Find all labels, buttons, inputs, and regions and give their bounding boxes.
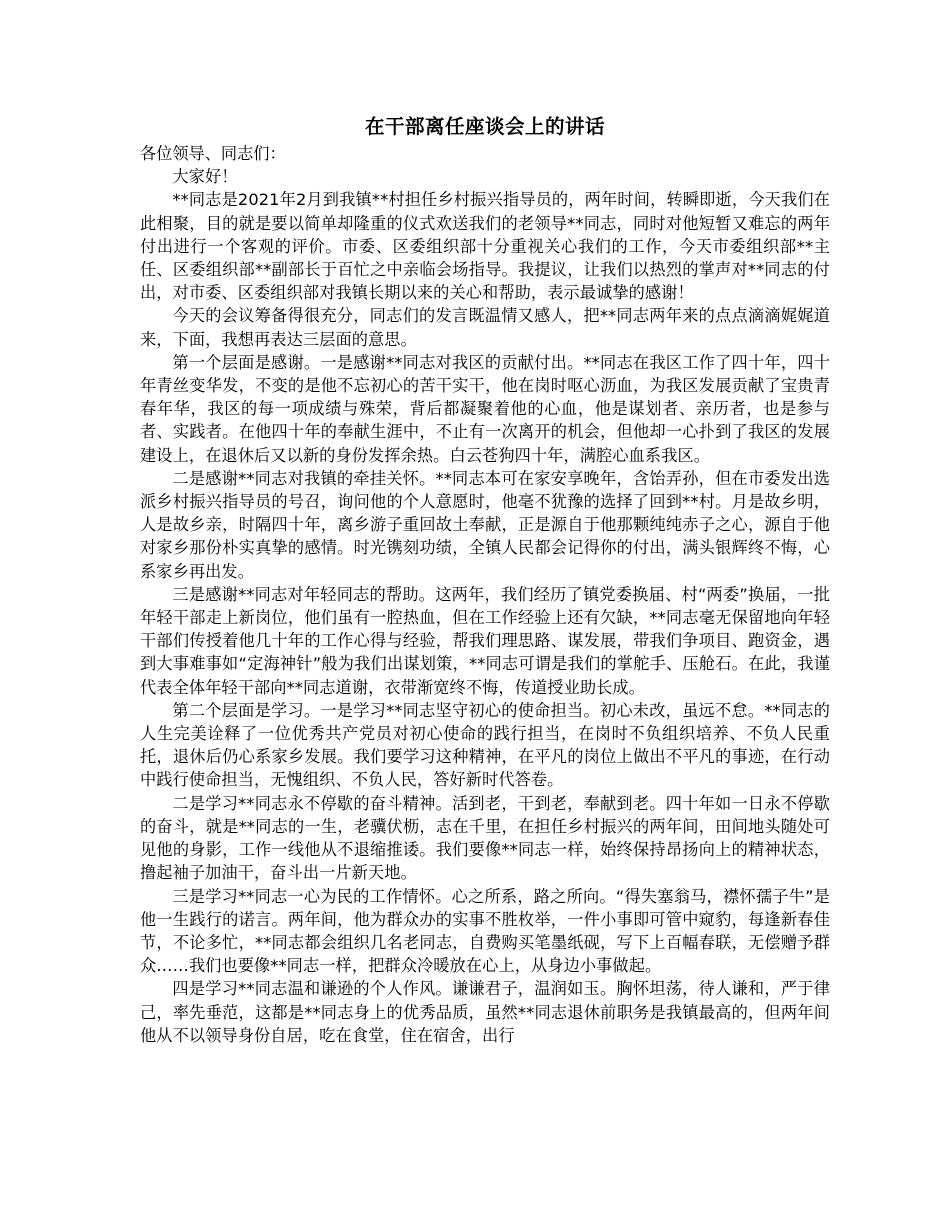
salutation: 各位领导、同志们： bbox=[140, 144, 286, 163]
paragraph-overview: 今天的会议筹备得很充分，同志们的发言既温情又感人，把**同志两年来的点点滴滴娓娓道来，下面，我想再表达三层面的意思。 bbox=[140, 306, 830, 349]
paragraph-learn-3: 三是学习**同志一心为民的工作情怀。心之所系，路之所向。“得失塞翁马，襟怀孺子牛”是他一生践行的诺言。两年间，他为群众办的实事不胜枚举，一件小事即可管中窥豹，每逢新春佳节，不论多忙，**同志都会组织几名老同志，自费购买笔墨纸砚，写下上百幅春联，无偿赠予群众……我们也要像**同志一样，把群众冷暖放在心上，从身边小事做起。 bbox=[140, 886, 830, 976]
paragraph-greeting: 大家好！ bbox=[172, 167, 238, 187]
paragraph-learn-4: 四是学习**同志温和谦逊的个人作风。谦谦君子，温润如玉。胸怀坦荡，待人谦和，严于律己，率先垂范，这都是**同志身上的优秀品质，虽然**同志退休前职务是我镇最高的，但两年间他从不以领导身份自居，吃在食堂，住在宿舍，出行 bbox=[140, 979, 830, 1045]
paragraph-thanks-1: 第一个层面是感谢。一是感谢**同志对我区的贡献付出。**同志在我区工作了四十年，四十年青丝变华发，不变的是他不忘初心的苦干实干，他在岗时呕心沥血，为我区发展贡献了宝贵青春年华，我区的每一项成绩与殊荣，背后都凝聚着他的心血，他是谋划者、亲历者，也是参与者、实践者。在他四十年的奉献生涯中，不止有一次离开的机会，但他却一心扑到了我区的发展建设上，在退休后又以新的身份发挥余热。白云苍狗四十年，满腔心血系我区。 bbox=[140, 352, 830, 465]
paragraph-learn-1: 第二个层面是学习。一是学习**同志坚守初心的使命担当。初心未改，虽远不怠。**同志的人生完美诠释了一位优秀共产党员对初心使命的践行担当，在岗时不负组织培养、不负人民重托，退休后仍心系家乡发展。我们要学习这种精神，在平凡的岗位上做出不平凡的事迹，在行动中践行使命担当，无愧组织、不负人民，答好新时代答卷。 bbox=[140, 700, 830, 790]
paragraph-thanks-3: 三是感谢**同志对年轻同志的帮助。这两年，我们经历了镇党委换届、村“两委”换届，一批年轻干部走上新岗位，他们虽有一腔热血，但在工作经验上还有欠缺，**同志毫无保留地向年轻干部们传授着他几十年的工作心得与经验，帮我们理思路、谋发展，带我们争项目、跑资金，遇到大事难事如“定海神针”般为我们出谋划策，**同志可谓是我们的掌舵手、压舱石。在此，我谨代表全体年轻干部向**同志道谢，衣带渐宽终不悔，传道授业助长成。 bbox=[140, 584, 830, 697]
document-page bbox=[140, 112, 830, 1047]
paragraph-thanks-2: 二是感谢**同志对我镇的牵挂关怀。**同志本可在家安享晚年，含饴弄孙，但在市委发出选派乡村振兴指导员的号召，询问他的个人意愿时，他毫不犹豫的选择了回到**村。月是故乡明，人是故乡亲，时隔四十年，离乡游子重回故土奉献，正是源自于他那颗纯纯赤子之心，源自于他对家乡那份朴实真挚的感情。时光镌刻功绩，全镇人民都会记得你的付出，满头银辉终不悔，心系家乡再出发。 bbox=[140, 468, 830, 581]
paragraph-intro: **同志是2021年2月到我镇**村担任乡村振兴指导员的，两年时间，转瞬即逝，今天我们在此相聚，目的就是要以简单却隆重的仪式欢送我们的老领导**同志，同时对他短暂又难忘的两年付出进行一个客观的评价。市委、区委组织部十分重视关心我们的工作，今天市委组织部**主任、区委组织部**副部长于百忙之中亲临会场指导。我提议，让我们以热烈的掌声对**同志的付出，对市委、区委组织部对我镇长期以来的关心和帮助，表示最诚挚的感谢！ bbox=[140, 190, 830, 303]
paragraph-learn-2: 二是学习**同志永不停歇的奋斗精神。活到老，干到老，奉献到老。四十年如一日永不停歇的奋斗，就是**同志的一生，老骥伏枥，志在千里，在担任乡村振兴的两年间，田间地头随处可见他的身影，工作一线他从不退缩推诿。我们要像**同志一样，始终保持昂扬向上的精神状态，撸起袖子加油干，奋斗出一片新天地。 bbox=[140, 793, 830, 883]
document-title: 在干部离任座谈会上的讲话 bbox=[364, 115, 605, 138]
